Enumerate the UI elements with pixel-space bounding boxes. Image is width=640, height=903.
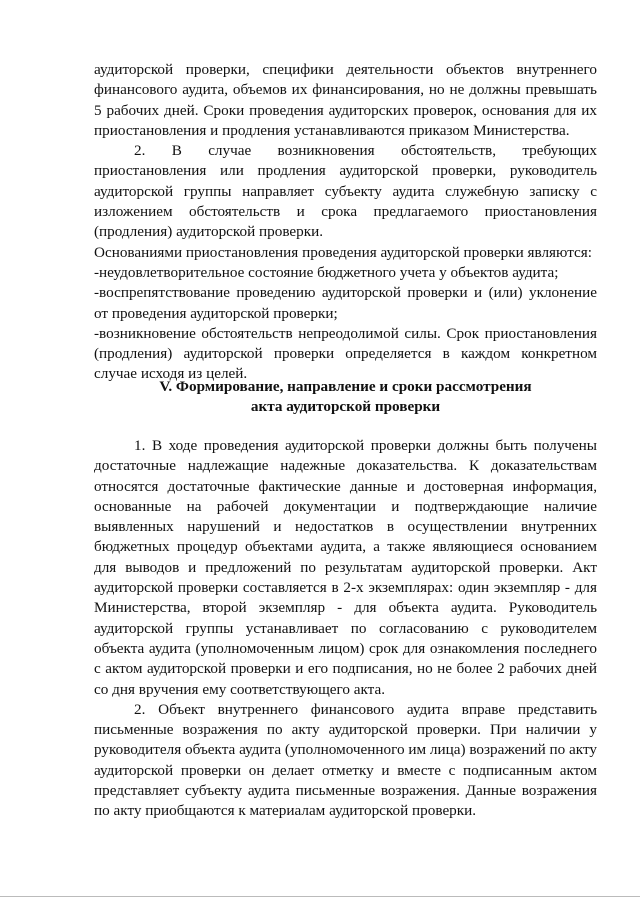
paragraph-1-evidence: 1. В ходе проведения аудиторской проверки должны быть получены достаточные надлежащие надежные доказательства. К доказательствам относятся достаточные фактические данные и достоверная информация, основанные на рабочей документации и подтверждающие наличие выявленных нарушений и недостатков в осуществлении внутренних бюджетных процедур объектами аудита, а также являющиеся основанием для выводов и предложений по результатам аудиторской проверки. Акт аудиторской проверки составляется в 2-х экземплярах: один экземпляр - для Министерства, второй экземпляр - для объекта аудита. Руководитель аудиторской группы устанавливает по согласованию с руководителем объекта аудита (уполномоченным лицом) срок для ознакомления последнего с актом аудиторской проверки и его подписания, но не более 2 рабочих дней со дня вручения ему соответствующего акта. — [94, 437, 597, 698]
paragraph-continuation: аудиторской проверки, специфики деятельности объектов внутреннего финансового аудита, объемов их финансирования, но не должны превышать 5 рабочих дней. Сроки проведения аудиторских проверок, основания для их приостановления и продления устанавливаются приказом Министерства. — [94, 61, 597, 139]
paragraph-grounds: Основаниями приостановления проведения аудиторской проверки являются: — [94, 243, 592, 261]
paragraph-2-suspension: 2. В случае возникновения обстоятельств, требующих приостановления или продления аудиторской проверки, руководитель аудиторской группы направляет субъекту аудита служебную записку с изложением обстоятельств и срока предлагаемого приостановления (продления) аудиторской проверки. — [94, 142, 597, 241]
section-title-line-2: акта аудиторской проверки — [250, 398, 441, 415]
section-heading — [94, 377, 597, 417]
text-block-section-v — [94, 436, 597, 822]
list-item: -возникновение обстоятельств непреодолимой силы. Срок приостановления (продления) аудиторской проверки определяется в каждом конкретном случае исходя из целей. — [94, 324, 597, 383]
list-item: -воспрепятствование проведению аудиторской проверки и (или) уклонение от проведения аудиторской проверки; — [94, 284, 597, 322]
list-item: -неудовлетворительное состояние бюджетного учета у объектов аудита; — [94, 263, 559, 281]
text-block-top — [94, 60, 597, 385]
section-title-line-1: V. Формирование, направление и сроки рассмотрения — [159, 378, 532, 395]
page-bottom-edge — [0, 896, 640, 897]
paragraph-2-objections: 2. Объект внутреннего финансового аудита вправе представить письменные возражения по акту аудиторской проверки. При наличии у руководителя объекта аудита (уполномоченного им лица) возражений по акту аудиторской проверки он делает отметку и вместе с подписанным актом представляет субъекту аудита письменные возражения. Данные возражения по акту приобщаются к материалам аудиторской проверки. — [94, 700, 598, 820]
